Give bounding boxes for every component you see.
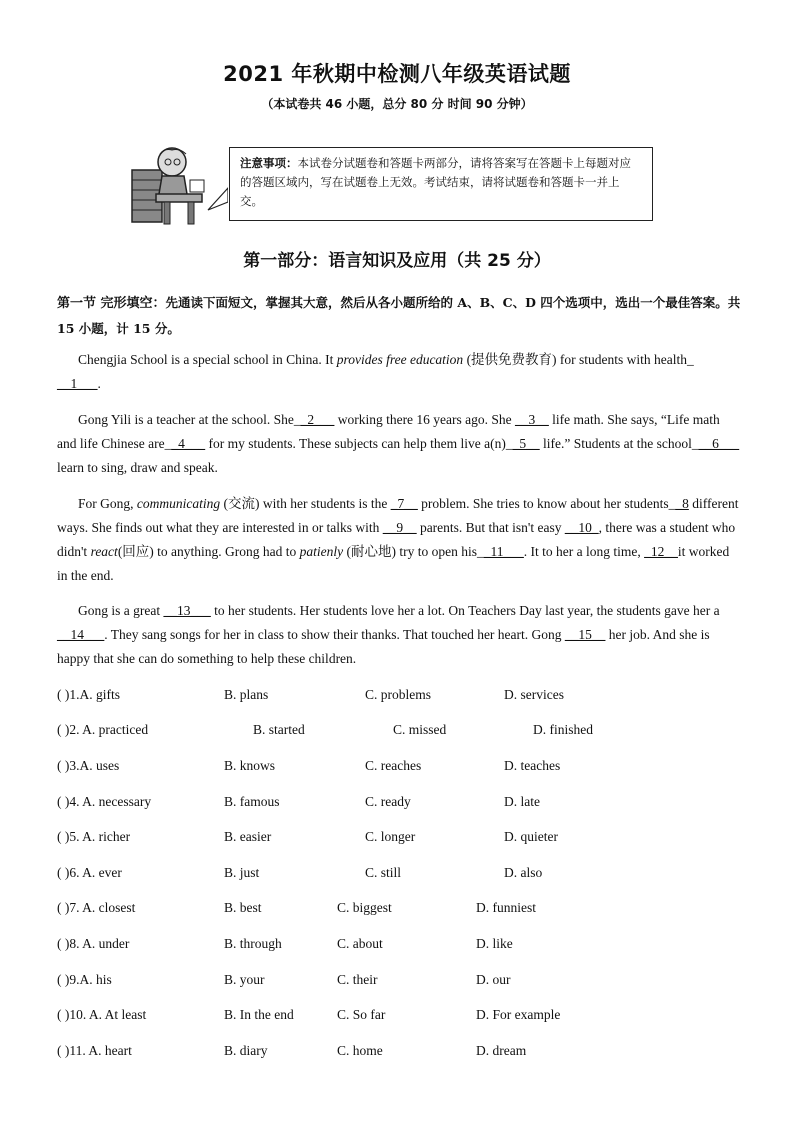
question-stem: ( )11. A. heart <box>57 1043 132 1058</box>
option-c: C. their <box>337 972 378 987</box>
notice-label: 注意事项： <box>240 156 298 170</box>
option-b: B. In the end <box>224 1007 294 1022</box>
question-row <box>57 758 747 778</box>
option-d: D. dream <box>476 1043 527 1058</box>
question-stem: ( )3.A. uses <box>57 758 120 773</box>
option-c: C. biggest <box>337 900 392 915</box>
blank-12: _12__ <box>644 544 678 559</box>
option-d: D. late <box>504 794 540 809</box>
passage-paragraph-2: Gong Yili is a teacher at the school. She__2___ working there 16 years ago. She __3__ life math. She says, “Life math and life Chinese are__4___ for my students. These subjects can help them live a(n)__5__ life.” Students at the school___6___ learn to sing, draw and speak. <box>57 412 740 475</box>
option-c: C. So far <box>337 1007 386 1022</box>
notice-box <box>229 147 653 221</box>
question-stem: ( )10. A. At least <box>57 1007 147 1022</box>
question-stem: ( )1.A. gifts <box>57 687 120 702</box>
option-d: D. For example <box>476 1007 561 1022</box>
option-b: B. best <box>224 900 262 915</box>
option-d: D. like <box>476 936 513 951</box>
option-b: B. diary <box>224 1043 268 1058</box>
option-c: C. about <box>337 936 383 951</box>
option-c: C. longer <box>365 829 416 844</box>
blank-14: __14___ <box>57 627 105 642</box>
option-b: B. your <box>224 972 265 987</box>
option-d: D. funniest <box>476 900 536 915</box>
blank-5: _5__ <box>512 436 540 451</box>
option-b: B. plans <box>224 687 269 702</box>
blank-7: _7__ <box>390 496 418 511</box>
passage-paragraph-4: Gong is a great __13___ to her students. Her students love her a lot. On Teachers Day last year, the students gave her a __14___. They sang songs for her in class to show their thanks. That touched her heart. Gong __15__ her job. And she is happy that she can do something to help these children. <box>57 603 720 666</box>
question-stem: ( )5. A. richer <box>57 829 131 844</box>
option-d: D. also <box>504 865 543 880</box>
question-row <box>57 1007 747 1027</box>
question-stem: ( )2. A. practiced <box>57 722 149 737</box>
option-c: C. ready <box>365 794 411 809</box>
option-b: B. easier <box>224 829 272 844</box>
blank-11: _11___ <box>483 544 524 559</box>
section-heading: 第一节 完形填空： <box>57 296 166 311</box>
page-title: 2021 年秋期中检测八年级英语试题 <box>223 62 571 86</box>
question-row <box>57 972 747 992</box>
part-title: 第一部分：语言知识及应用（共 25 分） <box>243 251 551 271</box>
section-instruction <box>57 290 742 342</box>
option-b: B. through <box>224 936 282 951</box>
blank-15: __15__ <box>564 627 606 642</box>
blank-2: _2___ <box>300 412 335 427</box>
section-instruction-text: 先通读下面短文，掌握其大意，然后从各小题所给的 A、B、C、D 四个选项中，选出一个最佳答案。共 15 小题，计 15 分。 <box>57 295 741 336</box>
option-d: D. quieter <box>504 829 558 844</box>
question-row <box>57 1043 747 1063</box>
question-stem: ( )6. A. ever <box>57 865 122 880</box>
blank-10: __10_ <box>564 520 599 535</box>
exam-info: （本试卷共 46 小题，总分 80 分 时间 90 分钟） <box>261 97 533 111</box>
question-row <box>57 722 747 742</box>
blank-4: _4___ <box>171 436 206 451</box>
question-row <box>57 865 747 885</box>
student-desk-illustration <box>128 140 228 230</box>
passage-paragraph-1: Chengjia School is a special school in China. It provides free education (提供免费教育) for students with health_ __1___. <box>57 348 740 396</box>
question-row <box>57 936 747 956</box>
option-c: C. home <box>337 1043 383 1058</box>
question-stem: ( )9.A. his <box>57 972 112 987</box>
blank-1: __1___ <box>57 376 98 391</box>
question-row <box>57 687 747 707</box>
notice-block <box>128 140 663 230</box>
question-stem: ( )7. A. closest <box>57 900 136 915</box>
option-d: D. teaches <box>504 758 561 773</box>
blank-8: _8 <box>675 496 689 511</box>
blank-9: __9__ <box>382 520 417 535</box>
option-d: D. our <box>476 972 511 987</box>
question-stem: ( )4. A. necessary <box>57 794 152 809</box>
passage-paragraph-3: For Gong, communicating (交流) with her students is the _7__ problem. She tries to know about her students__8 different ways. She finds out what they are interested in or talks with __9__ parents. But that isn't easy __10_, there was a student who didn't react(回应) to anything. Grong had to patienly (耐心地) try to open his__11___. It to her a long time, _12__it worked in the end. <box>57 496 739 583</box>
option-b: B. just <box>224 865 260 880</box>
option-d: D. services <box>504 687 564 702</box>
option-c: C. still <box>365 865 402 880</box>
option-c: C. missed <box>393 722 447 737</box>
option-b: B. started <box>253 722 305 737</box>
question-row <box>57 794 747 814</box>
option-b: B. famous <box>224 794 280 809</box>
option-c: C. reaches <box>365 758 422 773</box>
blank-6: __6___ <box>698 436 740 451</box>
option-d: D. finished <box>533 722 593 737</box>
option-b: B. knows <box>224 758 276 773</box>
option-c: C. problems <box>365 687 431 702</box>
question-row <box>57 829 747 849</box>
blank-3: __3__ <box>515 412 549 427</box>
question-stem: ( )8. A. under <box>57 936 130 951</box>
blank-13: __13___ <box>163 603 211 618</box>
notice-text: 本试卷分试题卷和答题卡两部分，请将答案写在答题卡上每题对应的答题区域内，写在试题卷上无效。考试结束，请将试题卷和答题卡一并上交。 <box>240 156 631 208</box>
question-row <box>57 900 747 920</box>
